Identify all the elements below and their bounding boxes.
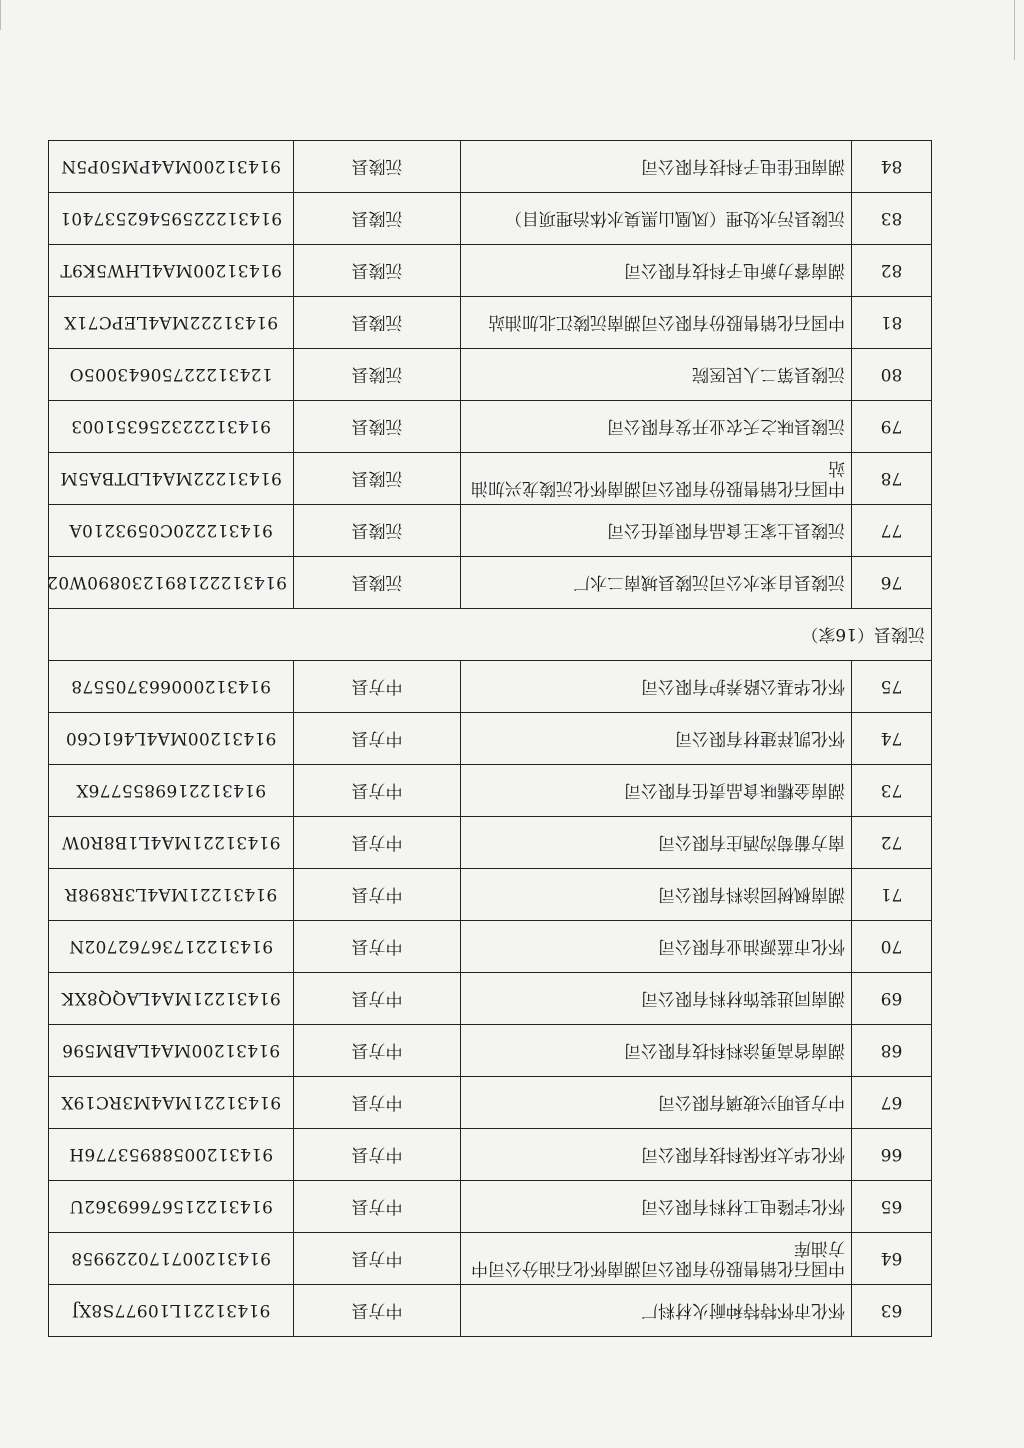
table-row [49,1285,932,1337]
row-number: 84 [852,141,932,193]
row-number: 65 [852,1181,932,1233]
county-name: 沅陵县 [294,245,461,297]
enterprise-name: 怀化华太环保科技有限公司 [461,1129,852,1181]
table-row [49,505,932,557]
table-row [49,297,932,349]
enterprise-name: 沅陵县自来水公司沅陵县城南二水厂 [461,557,852,609]
credit-code: 914312220C0593210A [49,505,294,557]
table-row [49,193,932,245]
enterprise-name: 中方县明兴玻璃有限公司 [461,1077,852,1129]
table-row [49,713,932,765]
row-number: 66 [852,1129,932,1181]
credit-code: 91431221MA4M3RC19X [49,1077,294,1129]
enterprise-name: 怀化市怀特特种耐火材料厂 [461,1285,852,1337]
county-name: 沅陵县 [294,453,461,505]
yuanling-rows [46,141,932,609]
table-row [49,401,932,453]
credit-code: 914312007170229958 [49,1233,294,1285]
table-row [49,1181,932,1233]
county-name: 中方县 [294,1077,461,1129]
enterprise-name: 沅陵县第二人民医院 [461,349,852,401]
enterprise-list-table [48,140,932,1337]
county-name: 中方县 [294,1025,461,1077]
credit-code: 91431221567669362U [49,1181,294,1233]
credit-code: 91431200MA4LABM596 [49,1025,294,1077]
table-row [49,453,932,505]
credit-code: 91431200MA4PM50P5N [49,141,294,193]
county-name: 中方县 [294,973,461,1025]
row-number: 83 [852,193,932,245]
enterprise-name: 怀化宇隆电工材料有限公司 [461,1181,852,1233]
credit-code: 91431221MA4L1B8R0W [49,817,294,869]
table-row [49,141,932,193]
credit-code: 91431222MA4LDTBA5M [49,453,294,505]
enterprise-name: 沅陵县污水处理（凤凰山黑臭水体治理项目） [461,193,852,245]
credit-code: 9143122169855776X [49,765,294,817]
row-number: 73 [852,765,932,817]
enterprise-name: 南方葡萄沟酒庄有限公司 [461,817,852,869]
county-name: 中方县 [294,1285,461,1337]
credit-code: 91431221MA4L3R898R [49,869,294,921]
county-name: 中方县 [294,765,461,817]
table-row [49,1025,932,1077]
county-name: 沅陵县 [294,505,461,557]
county-name: 沅陵县 [294,557,461,609]
table-row [49,817,932,869]
county-name: 中方县 [294,713,461,765]
enterprise-name: 沅陵县土家王食品有限责任公司 [461,505,852,557]
enterprise-name: 湖南睿力新电子科技有限公司 [461,245,852,297]
credit-code: 914312223256351003 [49,401,294,453]
table-row [49,661,932,713]
county-name: 沅陵县 [294,349,461,401]
credit-code: 91431221L10977S8XJ [49,1285,294,1337]
row-number: 71 [852,869,932,921]
row-number: 72 [852,817,932,869]
enterprise-name: 沅陵县味之夭农业开发有限公司 [461,401,852,453]
row-number: 82 [852,245,932,297]
table-row [49,869,932,921]
credit-code: 91431200588953776H [49,1129,294,1181]
table-row [49,973,932,1025]
county-name: 沅陵县 [294,401,461,453]
zhongfang-rows [49,661,932,1337]
row-number: 64 [852,1233,932,1285]
enterprise-name: 怀化华基公路养护有限公司 [461,661,852,713]
county-name: 中方县 [294,1129,461,1181]
credit-code: 91431222MA4LEPC71X [49,297,294,349]
enterprise-name: 湖南金糯味食品责任有限公司 [461,765,852,817]
county-name: 中方县 [294,1181,461,1233]
row-number: 76 [852,557,932,609]
county-name: 中方县 [294,921,461,973]
scan-edge-mark [1014,0,1015,60]
enterprise-name: 中国石化销售股份有限公司湖南怀化沅陵龙兴加油站 [461,453,852,505]
county-name: 中方县 [294,869,461,921]
county-name: 中方县 [294,661,461,713]
row-number: 78 [852,453,932,505]
county-name: 沅陵县 [294,193,461,245]
credit-code: 914312221891230890W02 [49,557,294,609]
table-row [49,1077,932,1129]
county-name: 中方县 [294,817,461,869]
row-number: 77 [852,505,932,557]
scan-edge-mark [0,0,1,30]
credit-code: 914312000663705578 [49,661,294,713]
enterprise-name: 中国石化销售股份有限公司湖南沅陵江北加油站 [461,297,852,349]
enterprise-name: 湖南省高勇涂料科技有限公司 [461,1025,852,1077]
row-number: 69 [852,973,932,1025]
row-number: 79 [852,401,932,453]
table-row [49,349,932,401]
credit-code: 91431222595462537401 [49,193,294,245]
credit-code: 91431200MA4LHW5K9T [49,245,294,297]
row-number: 63 [852,1285,932,1337]
row-number: 68 [852,1025,932,1077]
section-row-group [49,609,932,661]
county-name: 沅陵县 [294,297,461,349]
row-number: 81 [852,297,932,349]
county-name: 沅陵县 [294,141,461,193]
table-row [49,1233,932,1285]
table-row [49,557,932,609]
credit-code: 12431222750643005O [49,349,294,401]
section-heading-row [49,609,932,661]
row-number: 80 [852,349,932,401]
enterprise-name: 中国石化销售股份有限公司湖南怀化石油分公司中方油库 [461,1233,852,1285]
row-number: 70 [852,921,932,973]
enterprise-name: 湖南同进装饰材料有限公司 [461,973,852,1025]
enterprise-name: 怀化市蓝源油业有限公司 [461,921,852,973]
credit-code: 91431221736762702N [49,921,294,973]
enterprise-name: 湖南枫树园涂料有限公司 [461,869,852,921]
credit-code: 91431200MA4L461C60 [49,713,294,765]
enterprise-name: 湖南旺佳电子科技有限公司 [461,141,852,193]
row-number: 75 [852,661,932,713]
row-number: 67 [852,1077,932,1129]
enterprise-name: 怀化凯祥建材有限公司 [461,713,852,765]
credit-code: 91431221MA4LAQQ8XK [49,973,294,1025]
county-name: 中方县 [294,1233,461,1285]
section-heading-yuanling: 沅陵县（16家） [49,609,932,661]
table-row [49,1129,932,1181]
row-number: 74 [852,713,932,765]
table-row [49,245,932,297]
table-row [49,921,932,973]
table-row [49,765,932,817]
